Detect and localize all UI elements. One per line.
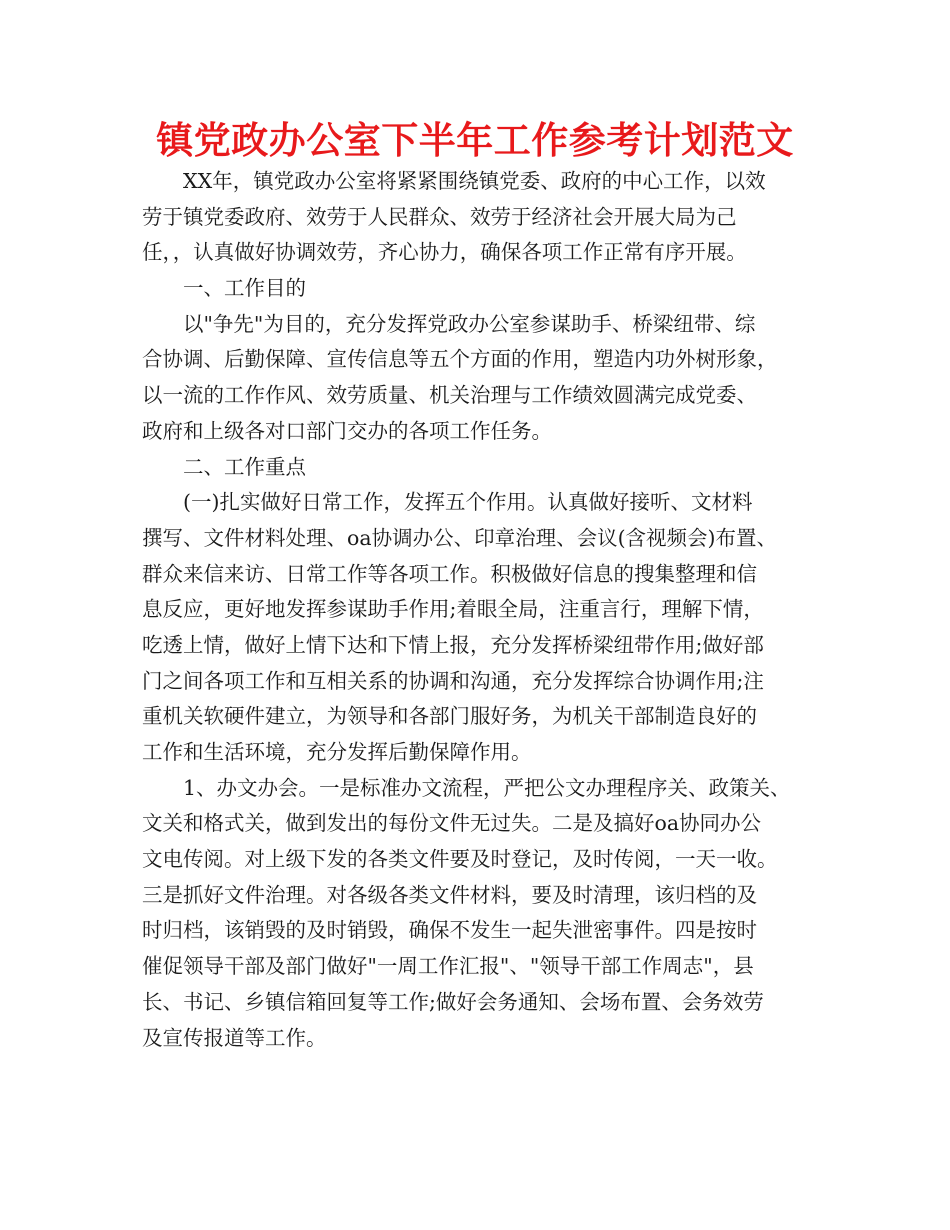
paragraph-line: 以"争先"为目的，充分发挥党政办公室参谋助手、桥梁纽带、综	[183, 311, 756, 336]
paragraph-line: 工作和生活环境，充分发挥后勤保障作用。	[142, 740, 532, 764]
document-title: 镇党政办公室下半年工作参考计划范文	[156, 119, 794, 162]
paragraph-line: (一)扎实做好日常工作，发挥五个作用。认真做好接听、文材料	[183, 490, 753, 515]
paragraph-line: 任，，认真做好协调效劳，齐心协力，确保各项工作正常有序开展。	[142, 240, 747, 265]
paragraph-line: 劳于镇党委政府、效劳于人民群众、效劳于经济社会开展大局为己	[142, 204, 737, 229]
paragraph-line: 吃透上情，做好上情下达和下情上报，充分发挥桥梁纽带作用;做好部	[142, 632, 764, 657]
paragraph-line: 催促领导干部及部门做好"一周工作汇报"、"领导干部工作周志"，县	[142, 954, 754, 979]
paragraph-line: 撰写、文件材料处理、oa协调办公、印章治理、会议(含视频会)布置、	[142, 525, 778, 550]
paragraph-line: 群众来信来访、日常工作等各项工作。积极做好信息的搜集整理和信	[142, 561, 757, 586]
paragraph-line: 重机关软硬件建立，为领导和各部门服好务，为机关干部制造良好的	[142, 704, 757, 729]
paragraph-line: 政府和上级各对口部门交办的各项工作任务。	[142, 418, 552, 443]
section-heading: 一、工作目的	[183, 276, 306, 301]
paragraph-line: XX年，镇党政办公室将紧紧围绕镇党委、政府的中心工作，以效	[183, 169, 766, 193]
paragraph-line: 文电传阅。对上级下发的各类文件要及时登记，及时传阅，一天一收。	[142, 847, 778, 872]
paragraph-line: 长、书记、乡镇信箱回复等工作;做好会务通知、会场布置、会务效劳	[142, 989, 764, 1014]
paragraph-line: 1、办文办会。一是标准办文流程，严把公文办理程序关、政策关、	[183, 775, 791, 800]
paragraph-line: 息反应，更好地发挥参谋助手作用;着眼全局，注重言行，理解下情，	[142, 597, 764, 622]
paragraph-line: 及宣传报道等工作。	[142, 1025, 327, 1050]
paragraph-line: 三是抓好文件治理。对各级各类文件材料，要及时清理，该归档的及	[142, 882, 757, 907]
paragraph-line: 以一流的工作作风、效劳质量、机关治理与工作绩效圆满完成党委、	[142, 383, 757, 408]
paragraph-line: 门之间各项工作和互相关系的协调和沟通，充分发挥综合协调作用;注	[142, 668, 764, 693]
paragraph-line: 文关和格式关，做到发出的每份文件无过失。二是及搞好oa协同办公	[142, 811, 762, 836]
section-heading: 二、工作重点	[183, 454, 306, 479]
paragraph-line: 合协调、后勤保障、宣传信息等五个方面的作用，塑造内功外树形象，	[142, 347, 778, 372]
paragraph-line: 时归档，该销毁的及时销毁，确保不发生一起失泄密事件。四是按时	[142, 918, 757, 943]
document-body	[142, 164, 822, 1056]
